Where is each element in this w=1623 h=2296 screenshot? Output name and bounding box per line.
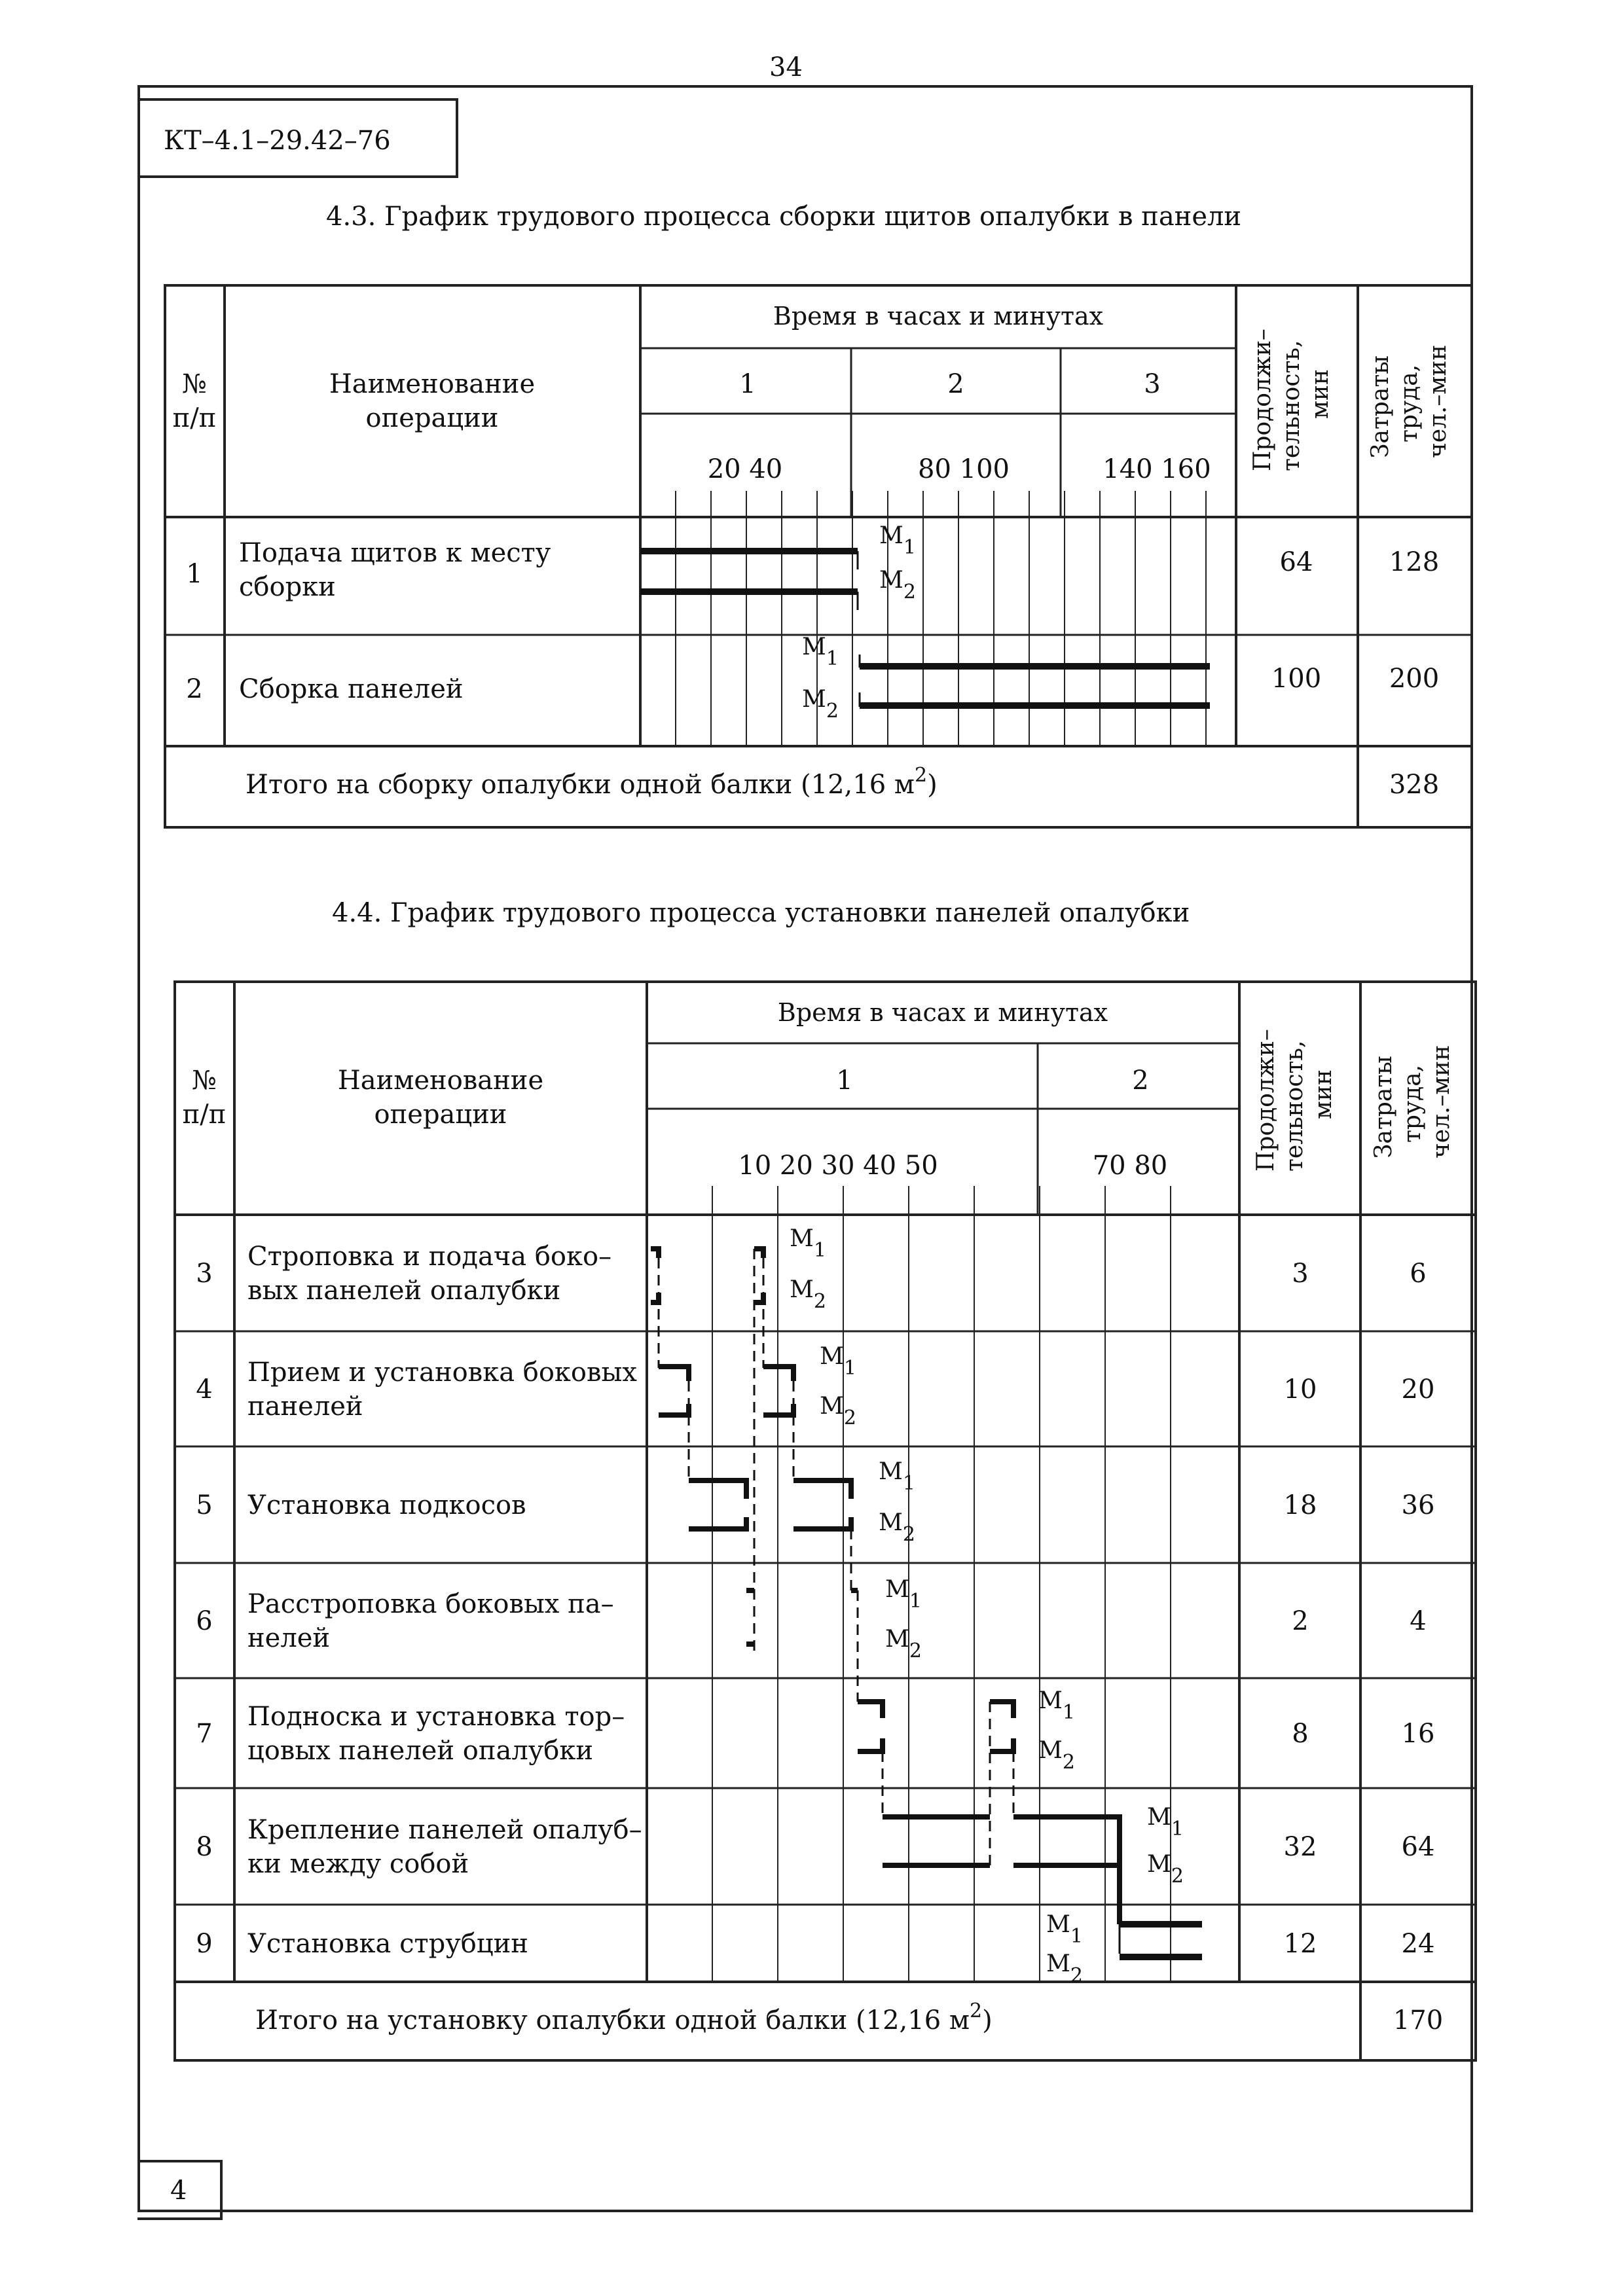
worker-label-m1: $М_1$ — [879, 522, 916, 559]
minute-ticks-1: 10 20 30 40 50 — [738, 1151, 938, 1181]
row-9-duration: 12 — [1283, 1929, 1317, 1959]
row-9-name-1: Установка струбцин — [247, 1929, 528, 1959]
hour-2: 2 — [947, 369, 964, 399]
row-4-name-1: Прием и установка боковых — [247, 1357, 637, 1388]
row-4-name-2: панелей — [247, 1391, 363, 1422]
row-9-labor: 24 — [1401, 1929, 1435, 1959]
row-7-duration: 8 — [1292, 1719, 1309, 1749]
row-2-no: 2 — [186, 674, 203, 704]
worker-label-m1: $М_1$ — [1046, 1911, 1083, 1948]
row-4-labor: 20 — [1401, 1374, 1435, 1405]
header-duration-1: Продолжи– — [1252, 1029, 1279, 1172]
row-2-name-1: Сборка панелей — [239, 674, 464, 704]
row-9-no: 9 — [196, 1929, 213, 1959]
header-no2: п/п — [182, 1100, 227, 1130]
row-8-no: 8 — [196, 1832, 213, 1862]
row-5-labor: 36 — [1401, 1490, 1435, 1520]
row-7-labor: 16 — [1401, 1719, 1435, 1749]
sheet-number: 4 — [137, 2160, 223, 2220]
row-1-duration: 64 — [1279, 547, 1313, 577]
header-duration-2: тельность, — [1278, 340, 1305, 471]
header-labor-2: труда, — [1399, 1064, 1426, 1143]
row-6-no: 6 — [196, 1606, 213, 1636]
worker-label-m2: $М_2$ — [790, 1276, 826, 1313]
header-name2: операции — [374, 1100, 507, 1130]
header-no2: п/п — [172, 403, 217, 433]
page-number: 34 — [769, 52, 803, 82]
header-time: Время в часах и минутах — [777, 998, 1108, 1027]
row-3-duration: 3 — [1292, 1259, 1309, 1289]
row-6-name-1: Расстроповка боковых па– — [247, 1589, 614, 1619]
header-duration-1: Продолжи– — [1249, 329, 1276, 471]
worker-label-m2: $М_2$ — [802, 686, 839, 723]
row-5-no: 5 — [196, 1490, 213, 1520]
worker-label-m1: $М_1$ — [802, 634, 839, 670]
minute-ticks-3: 140 160 — [1103, 454, 1211, 484]
row-3-no: 3 — [196, 1259, 213, 1289]
row-1-name-1: Подача щитов к месту — [239, 538, 551, 568]
worker-label-m2: $М_2$ — [1046, 1950, 1083, 1987]
row-6-duration: 2 — [1292, 1606, 1309, 1636]
header-labor-3: чел.–мин — [1428, 1045, 1455, 1158]
total-44-value: 170 — [1393, 2005, 1444, 2036]
row-7-name-1: Подноска и установка тор– — [247, 1702, 625, 1732]
row-2-duration: 100 — [1271, 664, 1322, 694]
header-time: Время в часах и минутах — [773, 302, 1104, 331]
section-44-title: 4.4. График трудового процесса установки панелей опалубки — [332, 898, 1190, 928]
hour-1: 1 — [836, 1066, 853, 1096]
row-4-duration: 10 — [1283, 1374, 1317, 1405]
worker-label-m1: $М_1$ — [790, 1225, 826, 1262]
header-labor-2: труда, — [1396, 364, 1423, 442]
worker-label-m2: $М_2$ — [879, 567, 916, 603]
row-6-labor: 4 — [1410, 1606, 1427, 1636]
worker-label-m2: $М_2$ — [1038, 1737, 1075, 1774]
header-duration-3: мин — [1310, 1069, 1337, 1119]
row-6-name-2: нелей — [247, 1623, 331, 1653]
total-43-value: 328 — [1389, 770, 1440, 800]
worker-label-m2: $М_2$ — [879, 1509, 915, 1546]
row-7-name-2: цовых панелей опалубки — [247, 1736, 594, 1766]
row-1-no: 1 — [186, 559, 203, 589]
row-1-labor: 128 — [1389, 547, 1440, 577]
row-8-name-2: ки между собой — [247, 1849, 469, 1879]
header-no: № — [182, 369, 207, 399]
row-3-labor: 6 — [1410, 1259, 1427, 1289]
row-8-duration: 32 — [1283, 1832, 1317, 1862]
document-code: КТ–4.1–29.42–76 — [137, 98, 458, 178]
header-duration-3: мин — [1307, 369, 1334, 419]
worker-label-m1: $М_1$ — [1147, 1804, 1184, 1840]
worker-label-m1: $М_1$ — [885, 1576, 922, 1613]
row-1-name-2: сборки — [239, 572, 336, 602]
worker-label-m1: $М_1$ — [1038, 1687, 1075, 1724]
header-no: № — [192, 1066, 217, 1096]
worker-label-m2: $М_2$ — [1147, 1851, 1184, 1888]
section-43-title: 4.3. График трудового процесса сборки щитов опалубки в панели — [326, 202, 1242, 232]
header-name: Наименование — [337, 1066, 544, 1096]
minute-ticks-1: 20 40 — [707, 454, 783, 484]
hour-2: 2 — [1132, 1066, 1149, 1096]
header-name2: операции — [365, 403, 499, 433]
row-8-labor: 64 — [1401, 1832, 1435, 1862]
row-8-name-1: Крепление панелей опалуб– — [247, 1815, 642, 1845]
minute-ticks-2: 70 80 — [1092, 1151, 1168, 1181]
header-labor-3: чел.–мин — [1425, 344, 1451, 458]
hour-1: 1 — [739, 369, 756, 399]
header-name: Наименование — [329, 369, 536, 399]
row-4-no: 4 — [196, 1374, 213, 1405]
header-duration-2: тельность, — [1281, 1040, 1308, 1172]
worker-label-m1: $М_1$ — [820, 1343, 856, 1380]
row-3-name-2: вых панелей опалубки — [247, 1276, 561, 1306]
header-labor-1: Затраты — [1370, 1056, 1397, 1158]
hour-3: 3 — [1144, 369, 1161, 399]
row-7-no: 7 — [196, 1719, 213, 1749]
worker-label-m1: $М_1$ — [879, 1458, 915, 1495]
header-labor-1: Затраты — [1367, 355, 1394, 458]
row-2-labor: 200 — [1389, 664, 1440, 694]
row-3-name-1: Строповка и подача боко– — [247, 1242, 612, 1272]
total-44-label: Итого на установку опалубки одной балки (12,16 $м^2$) — [255, 2000, 993, 2036]
worker-label-m2: $М_2$ — [885, 1626, 922, 1662]
minute-ticks-2: 80 100 — [918, 454, 1010, 484]
total-43-label: Итого на сборку опалубки одной балки (12,16 $м^2$) — [246, 764, 938, 800]
worker-label-m2: $М_2$ — [820, 1393, 856, 1429]
row-5-name-1: Установка подкосов — [247, 1490, 526, 1520]
row-5-duration: 18 — [1283, 1490, 1317, 1520]
